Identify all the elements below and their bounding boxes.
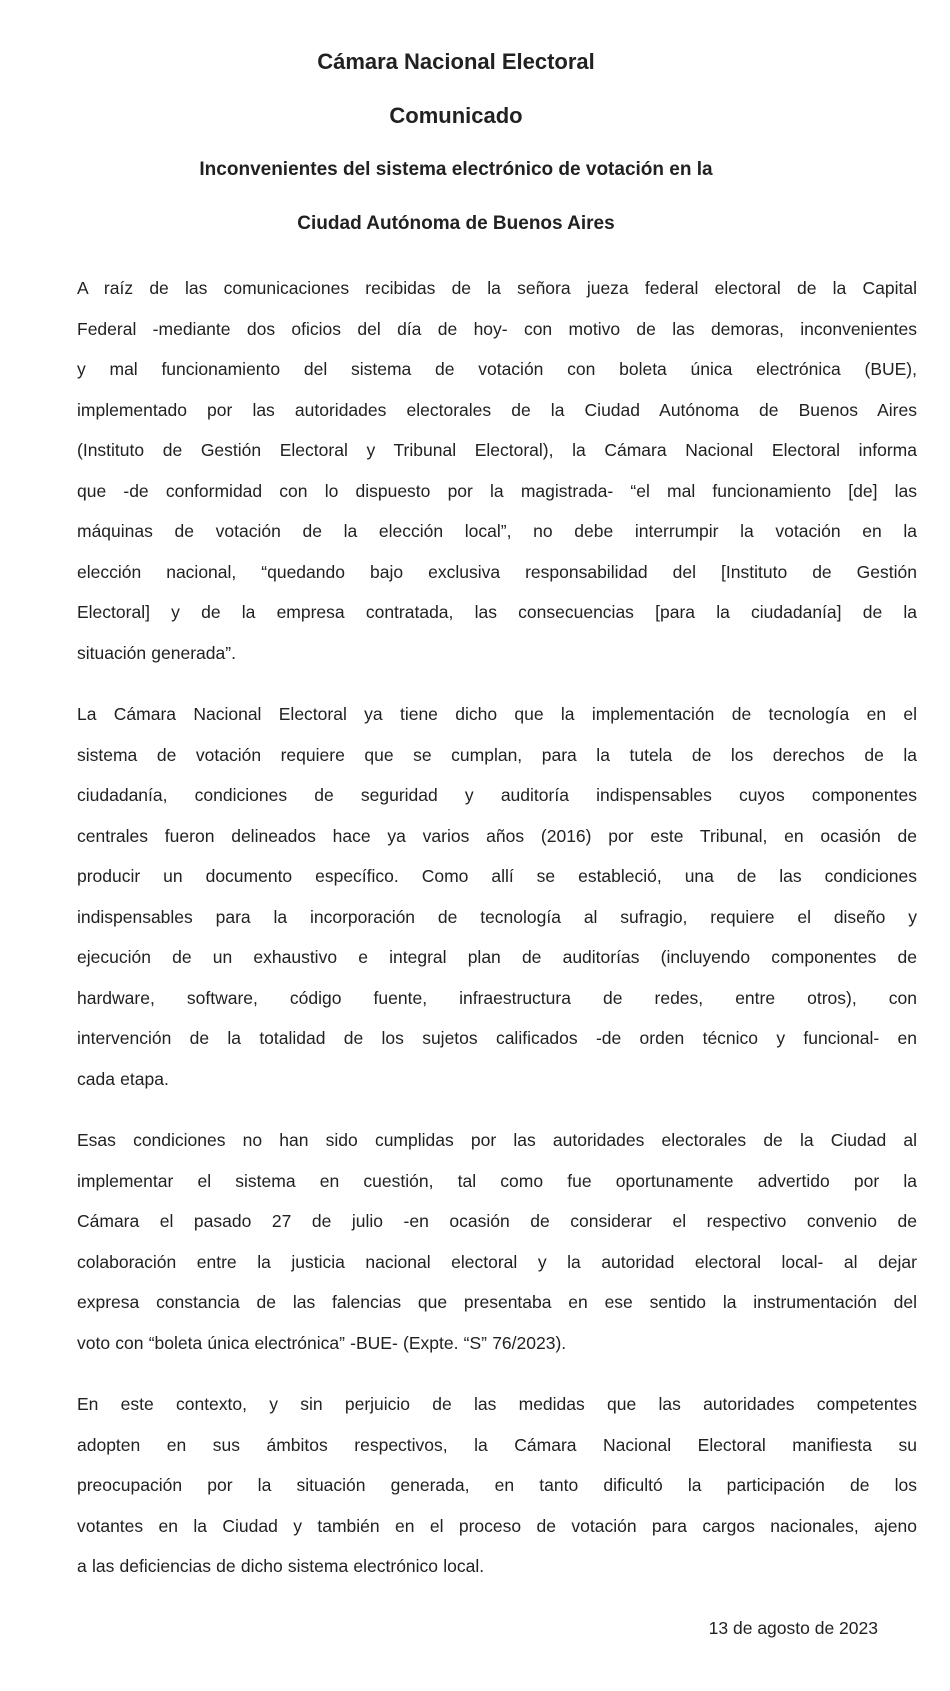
text-line: y mal funcionamiento del sistema de votación con boleta única electrónica (BUE), [77, 359, 917, 379]
text-line: A raíz de las comunicaciones recibidas de la señora jueza federal electoral de la Capital [77, 278, 917, 298]
document-header [0, 0, 912, 238]
text-line: La Cámara Nacional Electoral ya tiene dicho que la implementación de tecnología en el [77, 704, 917, 724]
document-title: Cámara Nacional Electoral [317, 49, 595, 74]
text-line: Federal -mediante dos oficios del día de hoy- con motivo de las demoras, inconvenientes [77, 318, 917, 339]
text-line: producir un documento específico. Como allí se estableció, una de las condiciones [77, 866, 917, 886]
document-heading-line-2: Ciudad Autónoma de Buenos Aires [297, 213, 615, 234]
paragraph-2 [77, 694, 917, 1099]
text-line: ejecución de un exhaustivo e integral plan de auditorías (incluyendo componentes de [77, 947, 917, 967]
text-line: expresa constancia de las falencias que presentaba en ese sentido la instrumentación del [77, 1292, 917, 1312]
text-line: cada etapa. [77, 1068, 169, 1089]
document-subtitle: Comunicado [389, 103, 523, 128]
text-line: sistema de votación requiere que se cumplan, para la tutela de los derechos de la [77, 744, 917, 765]
text-line: que -de conformidad con lo dispuesto por la magistrada- “el mal funcionamiento [de] las [77, 480, 917, 501]
text-line: adopten en sus ámbitos respectivos, la Cámara Nacional Electoral manifiesta su [77, 1434, 917, 1455]
text-line: implementado por las autoridades electorales de la Ciudad Autónoma de Buenos Aires [77, 399, 917, 420]
text-line: ciudadanía, condiciones de seguridad y auditoría indispensables cuyos componentes [77, 785, 917, 805]
document-body [77, 268, 917, 1648]
text-line: colaboración entre la justicia nacional electoral y la autoridad electoral local- al dejar [77, 1251, 917, 1272]
text-line: Electoral] y de la empresa contratada, las consecuencias [para la ciudadanía] de la [77, 602, 917, 622]
text-line: centrales fueron delineados hace ya varios años (2016) por este Tribunal, en ocasión de [77, 825, 917, 846]
text-line: indispensables para la incorporación de tecnología al sufragio, requiere el diseño y [77, 906, 917, 927]
text-line: preocupación por la situación generada, en tanto dificultó la participación de los [77, 1475, 917, 1495]
paragraph-1 [77, 268, 917, 673]
text-line: implementar el sistema en cuestión, tal como fue oportunamente advertido por la [77, 1170, 917, 1191]
text-line: En este contexto, y sin perjuicio de las medidas que las autoridades competentes [77, 1394, 917, 1414]
text-line: Esas condiciones no han sido cumplidas por las autoridades electorales de la Ciudad al [77, 1130, 917, 1150]
paragraph-3 [77, 1120, 917, 1363]
text-line: (Instituto de Gestión Electoral y Tribunal Electoral), la Cámara Nacional Electoral informa [77, 440, 917, 460]
paragraph-4 [77, 1384, 917, 1587]
text-line: situación generada”. [77, 642, 236, 663]
text-line: máquinas de votación de la elección local”, no debe interrumpir la votación en la [77, 521, 917, 541]
text-line: intervención de la totalidad de los sujetos calificados -de orden técnico y funcional- en [77, 1028, 917, 1048]
text-line: votantes en la Ciudad y también en el proceso de votación para cargos nacionales, ajeno [77, 1515, 917, 1536]
document-heading-line-1: Inconvenientes del sistema electrónico de votación en la [199, 159, 713, 180]
document-date: 13 de agosto de 2023 [708, 1617, 878, 1638]
text-line: Cámara el pasado 27 de julio -en ocasión de considerar el respectivo convenio de [77, 1211, 917, 1231]
text-line: hardware, software, código fuente, infraestructura de redes, entre otros), con [77, 987, 917, 1008]
text-line: a las deficiencias de dicho sistema electrónico local. [77, 1556, 485, 1576]
text-line: voto con “boleta única electrónica” -BUE- (Expte. “S” 76/2023). [77, 1332, 567, 1353]
text-line: elección nacional, “quedando bajo exclusiva responsabilidad del [Instituto de Gestión [77, 561, 917, 582]
